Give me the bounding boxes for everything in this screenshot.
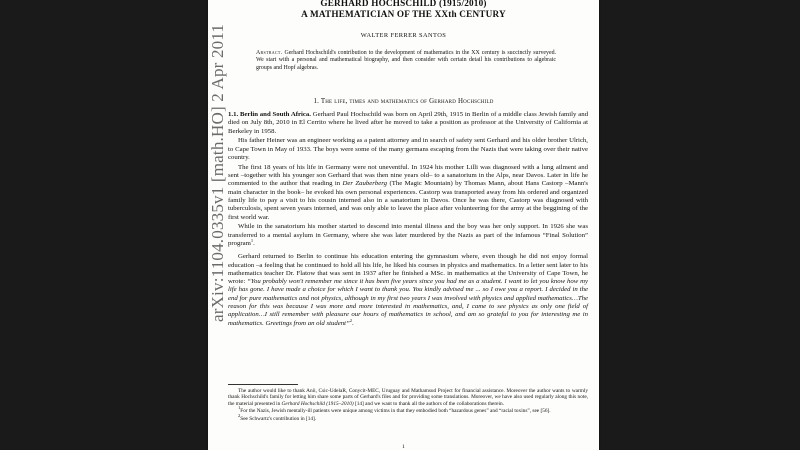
paragraph-3-text-a: The first 18 years of his life in Germany were not uneventful. In 1924 his mother Lilli was diagnosed with a lung ailment and sent –together with his younger son Gerhard that was then nine years old– to a sanatorium in the Alps, near Davos. Later in life he commented to the author that reading in bbox=[228, 163, 588, 188]
footnote-2 bbox=[228, 412, 588, 422]
author-name: WALTER FERRER SANTOS bbox=[360, 32, 447, 39]
paragraph-3 bbox=[228, 164, 588, 222]
footnote-1 bbox=[228, 405, 588, 415]
acknowledgements-ref-title: Gerhard Hochschild (1915–2010) bbox=[281, 400, 354, 407]
body-text bbox=[228, 111, 588, 328]
subsection-number: 1.1. bbox=[228, 111, 239, 118]
footnote-rule bbox=[228, 384, 298, 385]
footnote-1-text: For the Nazis, Jewish mentally-ill patients were unique among victims in that they embodied both “hazardous genes” and “racial toxins”, see [56]. bbox=[240, 408, 551, 415]
abstract bbox=[256, 50, 556, 72]
arxiv-stamp bbox=[196, 23, 227, 345]
subsection-title: Berlin and South Africa. bbox=[239, 111, 311, 118]
abstract-label: Abstract. bbox=[256, 50, 283, 56]
footnote-marker-2: 2 bbox=[349, 317, 352, 323]
paragraph-2: His father Heiner was an engineer working as a patent attorney and in search of safety sent Gerhard and his older brother Ulrich, to Cape Town in May of 1933. The boys were some of the many germans escaping from the Nazis that were taking over their native country. bbox=[228, 137, 588, 161]
paper-title-line-2: A MATHEMATICIAN OF THE XXth CENTURY bbox=[301, 9, 506, 19]
paragraph-1 bbox=[228, 111, 588, 136]
paragraph-4-text: While in the sanatorium his mother started to descend into mental illness and the boy was her only support. In 1926 she was transferred to a mental asylum in Germany, where she was later murdered by the Nazis as part of the infamous “Final Solution” program bbox=[228, 223, 588, 247]
footnote-marker-1: 1 bbox=[250, 237, 254, 243]
footnote-2-mark: 2 bbox=[238, 412, 241, 418]
paper-title-line-1: GERHARD HOCHSCHILD (1915/2010) bbox=[320, 0, 487, 8]
paragraph-5: Gerhard returned to Berlin to continue his education entering the gymnasium where, even though he did not enjoy formal education –a feeling that he continued to hold all his life, he liked his courses in physics and mathematics. In a letter sent later to his mathematics teacher Dr. Flatow that was sent in 1937 after he finished a MSc. in mathematics at the University of Cape Town, he wrote: “You probably won't remember me since it has been five years since you had me as a student. I want to let you know how my life has gone. I have made a choice for which I want to thank you. You kindly advised me ... so I owe you a report. I decided in the end for pure mathematics and not physics, although in my first two years I was involved with physics and applied mathematics…The reason for this was because I was more and more interested in mathematics, and, I came to see physics as only one field of application…I still remember with pleasure our hours of mathematics in school, and am so grateful to you for interesting me in mathematics. Greetings from an old student”$^2$. bbox=[228, 253, 588, 327]
paragraph-1-text: Gerhard Paul Hochschild was born on April 29th, 1915 in Berlin of a middle class Jewish family and died on July 8th, 2010 in El Cerrito where he lived after he moved to take a position as professor at the University of California at Berkeley in 1958. bbox=[228, 111, 589, 135]
paragraph-4: While in the sanatorium his mother started to descend into mental illness and the boy was her only support. In 1926 she was transferred to a mental asylum in Germany, where she was later murdered by the Nazis as part of the infamous “Final Solution” program$^1$. bbox=[228, 223, 588, 247]
footnote-acknowledgements bbox=[228, 388, 588, 407]
section-heading: 1. The life, times and mathematics of Gerhard Hochschild bbox=[313, 98, 494, 105]
acknowledgements-end: [14] and we want to thank all the authors of the collaborations therein. bbox=[354, 400, 504, 407]
paragraph-5-text: Gerhard returned to Berlin to continue his education entering the gymnasium where, even though he did not enjoy formal education –a feeling that he continued to hold all his life, he liked his courses in physics and mathematics. In a letter sent later to his mathematics teacher Dr. Flatow that was sent in 1937 after he finished a MSc. in mathematics at the University of Cape Town, he wrote: bbox=[228, 253, 588, 286]
acknowledgements-text: The author would like to thank Anii, Csic-UdelaR, Conycit-MEC, Uruguay and Mathamsud Project for financial assistance. Moreover the author wants to warmly thank Hochschild's family for letting him share some parts of Gerhard's files and for providing some translations. Moreover, we have also used regularly along this note, the material presented in bbox=[228, 388, 588, 407]
footnote-2-text: See Schwartz's contribution in [14]. bbox=[240, 415, 317, 422]
letter-quote: “You probably won't remember me since it has been five years since you had me as a student. I want to let you know how my life has gone. I have made a choice for which I want to thank you. You kindly advised me ... so I owe you a report. I decided in the end for pure mathematics and not physics, although in my first two years I was involved with physics and applied mathematics…The reason for this was because I was more and more interested in mathematics, and, I came to see physics as only one field of application…I still remember with pleasure our hours of mathematics in school, and am so grateful to you for interesting me in mathematics. Greetings from an old student” bbox=[228, 278, 588, 327]
paragraph-3-text-b: (The Magic Mountain) by Thomas Mann, about Hans Castorp –Mann's main character in the book– he evoked his own personal experiences. Castorp was transported away from his ordered and organized family life to pay a visit to his cousin interned also in a sanatorium in Davos. Once he was there, Castorp was diagnosed with tuberculosis, spent seven years interned, and was only able to leave the place after volunteering for the army at the beggining of the first world war. bbox=[228, 180, 589, 221]
book-title: Der Zauberberg bbox=[342, 180, 388, 188]
paper-page bbox=[208, 0, 599, 450]
arxiv-identifier: arXiv:1104.0335v1 [math.HO] 2 Apr 2011 bbox=[208, 23, 227, 322]
footnotes bbox=[228, 388, 588, 423]
page-number: 1 bbox=[402, 444, 405, 450]
abstract-text: Gerhard Hochschild's contribution to the development of mathematics in the XX century is succinctly surveyed. We start with a personal and mathematical biography, and then consider with certain detail his contributions to algebraic groups and Hopf algebras. bbox=[256, 50, 556, 71]
footnote-1-mark: 1 bbox=[238, 405, 241, 411]
